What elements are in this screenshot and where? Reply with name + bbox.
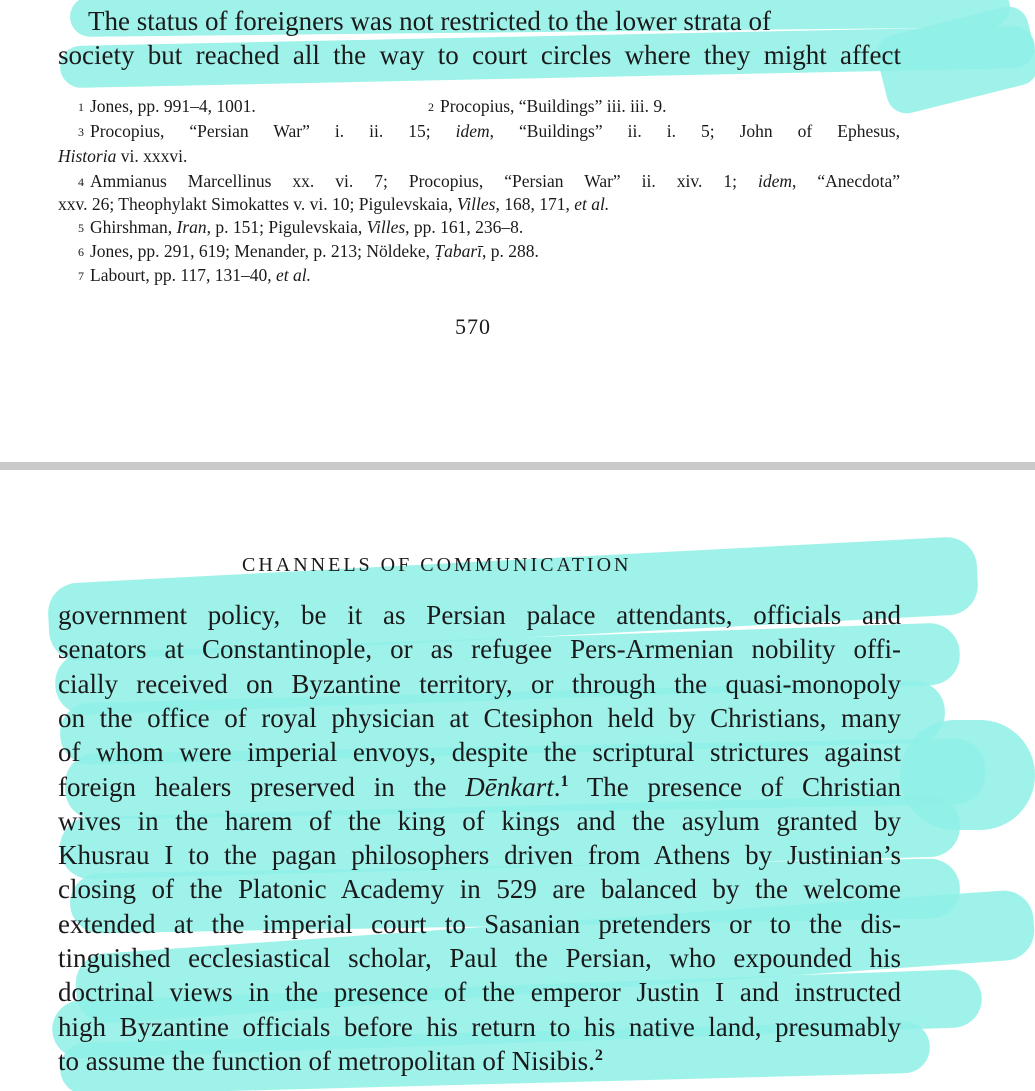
- highlight-stroke: [900, 720, 1035, 830]
- body-text-line: [58, 804, 901, 838]
- body-text-line: [58, 735, 901, 769]
- footnote-number: 5: [78, 221, 84, 235]
- body-text-line: [58, 975, 901, 1009]
- footnote-text: Procopius, “Buildings” iii. iii. 9.: [440, 96, 667, 116]
- footnote-text: , “Buildings” ii. i. 5; John of Ephesus,: [489, 121, 900, 141]
- footnote-line: [78, 170, 900, 192]
- footnote-text: Ghirshman,: [90, 217, 177, 237]
- body-text-line: [58, 770, 901, 804]
- body-text-line: The status of foreigners was not restricted to the lower strata of: [88, 6, 772, 36]
- body-text-span: cially received on Byzantine territory, or through the quasi-monopoly: [58, 668, 901, 699]
- body-text-span: government policy, be it as Persian palace attendants, officials and: [58, 600, 901, 630]
- footnote-reference: 2: [594, 1046, 603, 1064]
- body-text-line: [58, 598, 901, 632]
- page-number: 570: [455, 314, 491, 339]
- bottom-page: [0, 470, 1035, 1091]
- body-text-span: senators at Constantinople, or as refugee Pers-Armenian nobility offi-: [58, 634, 901, 665]
- footnote-text: , p. 151; Pigulevskaia,: [206, 217, 367, 237]
- page-divider: [0, 462, 1035, 470]
- footnote-number: 3: [78, 125, 84, 139]
- footnote-text: xxv. 26; Theophylakt Simokattes v. vi. 10; Pigulevskaia,: [58, 194, 457, 214]
- footnote-text: et al.: [276, 265, 311, 285]
- footnote-text: idem: [758, 171, 793, 191]
- body-text-line: [58, 941, 901, 975]
- body-text-span: Dēnkart: [465, 771, 554, 802]
- body-text-span: Khusrau I to the pagan philosophers driven from Athens by Justinian’s: [58, 840, 901, 871]
- body-text-line: [58, 907, 901, 941]
- footnote-text: , p. 288.: [482, 241, 539, 261]
- body-text-span: high Byzantine officials before his return to his native land, presumably: [58, 1011, 901, 1042]
- footnote-text: Iran: [176, 217, 207, 237]
- body-text-span: foreign healers preserved in the: [58, 771, 466, 802]
- footnote-text: et al.: [574, 194, 610, 214]
- body-text-span: .: [553, 771, 561, 802]
- footnote-line: [78, 240, 539, 262]
- body-text-line: [58, 1010, 901, 1044]
- footnote-line: [78, 120, 900, 142]
- footnote-text: , “Anecdota”: [792, 171, 900, 191]
- footnote-text: idem: [455, 121, 490, 141]
- footnote-line: [78, 264, 311, 286]
- body-text-span: The presence of Christian: [568, 771, 901, 802]
- body-text-line: [58, 667, 901, 701]
- body-text-line: society but reached all the way to court circles where they might affect: [58, 40, 901, 70]
- running-head: CHANNELS OF COMMUNICATION: [242, 554, 632, 576]
- footnote-text: Villes: [366, 217, 406, 237]
- body-text-span: doctrinal views in the presence of the emperor Justin I and instructed: [58, 977, 901, 1008]
- footnote-line: [58, 145, 187, 167]
- footnote-text: Labourt, pp. 117, 131–40,: [90, 265, 276, 285]
- footnote-line: [78, 95, 256, 117]
- body-text-span: to assume the function of metropolitan of Nisibis.: [58, 1045, 595, 1076]
- footnote-text: , pp. 161, 236–8.: [405, 217, 524, 237]
- top-page: [0, 0, 1035, 462]
- body-text-line: [58, 872, 901, 906]
- body-text-line: [58, 1044, 603, 1078]
- footnote-number: 7: [78, 269, 84, 283]
- footnote-text: Historia: [58, 146, 117, 166]
- body-text-line: [58, 838, 901, 872]
- footnote-text: , 168, 171,: [495, 194, 575, 214]
- footnote-reference: 1: [560, 772, 569, 790]
- footnote-line: [428, 95, 667, 117]
- footnote-text: Procopius, “Persian War” i. ii. 15;: [90, 121, 456, 141]
- footnote-line: [58, 193, 609, 215]
- footnote-number: 4: [78, 175, 84, 189]
- body-text-line: [58, 632, 901, 666]
- footnote-line: [78, 216, 523, 238]
- footnote-text: Ṭabarī: [434, 241, 483, 261]
- footnote-number: 1: [78, 100, 84, 114]
- body-text-span: tinguished ecclesiastical scholar, Paul the Persian, who expounded his: [58, 943, 901, 973]
- footnote-text: vi. xxxvi.: [116, 146, 188, 166]
- body-text-span: extended at the imperial court to Sasanian pretenders or to the dis-: [58, 908, 901, 939]
- footnote-text: Villes: [456, 194, 496, 214]
- body-text-span: wives in the harem of the king of kings and the asylum granted by: [58, 805, 901, 836]
- footnote-text: Jones, pp. 991–4, 1001.: [90, 96, 256, 116]
- footnote-text: Ammianus Marcellinus xx. vi. 7; Procopius, “Persian War” ii. xiv. 1;: [90, 171, 758, 191]
- body-text-line: [58, 701, 901, 735]
- body-text-span: closing of the Platonic Academy in 529 are balanced by the welcome: [58, 874, 901, 905]
- footnote-number: 6: [78, 245, 84, 259]
- body-text-span: on the office of royal physician at Ctesiphon held by Christians, many: [58, 702, 901, 733]
- footnote-number: 2: [428, 100, 434, 114]
- footnote-text: Jones, pp. 291, 619; Menander, p. 213; Nöldeke,: [90, 241, 435, 261]
- body-text-span: of whom were imperial envoys, despite the scriptural strictures against: [58, 737, 901, 768]
